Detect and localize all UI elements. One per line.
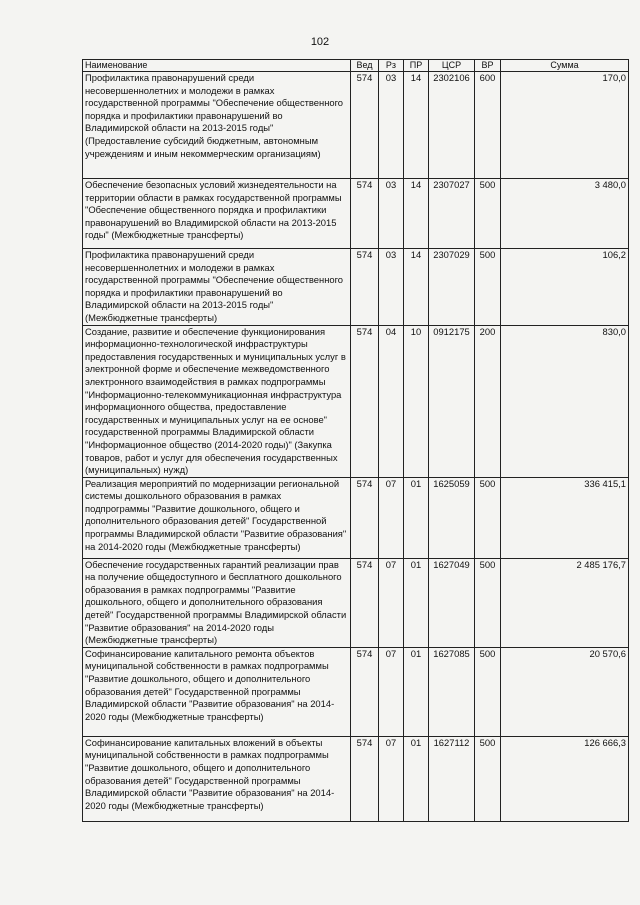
row-csr: 2307029	[429, 249, 475, 326]
row-sum: 170,0	[501, 72, 629, 179]
row-rz: 07	[379, 647, 404, 736]
table-row	[83, 72, 629, 179]
row-rz: 07	[379, 477, 404, 558]
table-row	[83, 558, 629, 647]
row-name: Софинансирование капитального ремонта объектов муниципальной собственности в рамках подпрограммы "Развитие дошкольного, общего и дополнительного образования детей" Государственной программы Владимирской области "Развитие образования" на 2014-2020 годы (Межбюджетные трансферты)	[83, 647, 351, 736]
row-ved: 574	[351, 647, 379, 736]
row-vr: 500	[475, 647, 501, 736]
row-pr: 01	[404, 736, 429, 821]
row-name: Создание, развитие и обеспечение функционирования информационно-технологической инфраструктуры предоставления государственных и муниципальных услуг в электронной форме и обеспечение межведомственного электронного взаимодействия в рамках подпрограммы "Информационно-телекоммуникационная инфраструктура информационного общества, предоставление государственных и муниципальных услуг на ее основе" государственной программы Владимирской области "Информационное общество (2014-2020 годы)" (Закупка товаров, работ и услуг для обеспечения государственных (муниципальных) нужд)	[83, 325, 351, 477]
row-pr: 01	[404, 647, 429, 736]
row-vr: 500	[475, 558, 501, 647]
row-rz: 03	[379, 249, 404, 326]
header-name: Наименование	[83, 60, 351, 72]
table-row	[83, 179, 629, 249]
header-rz: Рз	[379, 60, 404, 72]
row-vr: 500	[475, 179, 501, 249]
row-rz: 03	[379, 179, 404, 249]
row-pr: 14	[404, 249, 429, 326]
row-name: Реализация мероприятий по модернизации региональной системы дошкольного образования в рамках подпрограммы "Развитие дошкольного, общего и дополнительного образования детей" Государственной программы Владимирской области "Развитие образования" на 2014-2020 годы (Межбюджетные трансферты)	[83, 477, 351, 558]
header-vr: ВР	[475, 60, 501, 72]
header-pr: ПР	[404, 60, 429, 72]
row-sum: 106,2	[501, 249, 629, 326]
row-ved: 574	[351, 477, 379, 558]
row-rz: 04	[379, 325, 404, 477]
header-csr: ЦСР	[429, 60, 475, 72]
row-ved: 574	[351, 249, 379, 326]
row-ved: 574	[351, 736, 379, 821]
row-csr: 1625059	[429, 477, 475, 558]
row-csr: 1627049	[429, 558, 475, 647]
table-row	[83, 477, 629, 558]
page-number: 102	[310, 36, 330, 48]
row-vr: 500	[475, 736, 501, 821]
row-sum: 336 415,1	[501, 477, 629, 558]
row-csr: 1627112	[429, 736, 475, 821]
row-sum: 3 480,0	[501, 179, 629, 249]
row-rz: 07	[379, 558, 404, 647]
row-rz: 03	[379, 72, 404, 179]
row-csr: 2302106	[429, 72, 475, 179]
row-vr: 600	[475, 72, 501, 179]
row-name: Обеспечение государственных гарантий реализации прав на получение общедоступного и бесплатного дошкольного образования в рамках подпрограммы "Развитие дошкольного, общего и дополнительного образования детей" Государственной программы Владимирской области "Развитие образования" на 2014-2020 годы (Межбюджетные трансферты)	[83, 558, 351, 647]
row-csr: 2307027	[429, 179, 475, 249]
row-vr: 500	[475, 249, 501, 326]
budget-table	[82, 59, 629, 822]
row-csr: 0912175	[429, 325, 475, 477]
row-vr: 500	[475, 477, 501, 558]
row-name: Обеспечение безопасных условий жизнедеятельности на территории области в рамках государственной программы "Обеспечение общественного порядка и профилактики правонарушений во Владимирской области на 2013-2015 годы" (Межбюджетные трансферты)	[83, 179, 351, 249]
table-row	[83, 325, 629, 477]
row-sum: 2 485 176,7	[501, 558, 629, 647]
row-ved: 574	[351, 72, 379, 179]
table-row	[83, 736, 629, 821]
row-sum: 830,0	[501, 325, 629, 477]
table-row	[83, 249, 629, 326]
row-ved: 574	[351, 179, 379, 249]
row-ved: 574	[351, 325, 379, 477]
row-pr: 01	[404, 477, 429, 558]
table-row	[83, 647, 629, 736]
row-sum: 126 666,3	[501, 736, 629, 821]
row-ved: 574	[351, 558, 379, 647]
row-csr: 1627085	[429, 647, 475, 736]
row-pr: 01	[404, 558, 429, 647]
table-header	[83, 60, 629, 72]
row-pr: 10	[404, 325, 429, 477]
row-pr: 14	[404, 179, 429, 249]
row-vr: 200	[475, 325, 501, 477]
row-name: Профилактика правонарушений среди несовершеннолетних и молодежи в рамках государственной программы "Обеспечение общественного порядка и профилактики правонарушений во Владимирской области на 2013-2015 годы" (Межбюджетные трансферты)	[83, 249, 351, 326]
row-pr: 14	[404, 72, 429, 179]
row-name: Профилактика правонарушений среди несовершеннолетних и молодежи в рамках государственной программы "Обеспечение общественного порядка и профилактики правонарушений во Владимирской области на 2013-2015 годы" (Предоставление субсидий бюджетным, автономным учреждениям и иным некоммерческим организациям)	[83, 72, 351, 179]
row-rz: 07	[379, 736, 404, 821]
row-sum: 20 570,6	[501, 647, 629, 736]
header-ved: Вед	[351, 60, 379, 72]
header-sum: Сумма	[501, 60, 629, 72]
row-name: Софинансирование капитальных вложений в объекты муниципальной собственности в рамках подпрограммы "Развитие дошкольного, общего и дополнительного образования детей" Государственной программы Владимирской области "Развитие образования" на 2014-2020 годы (Межбюджетные трансферты)	[83, 736, 351, 821]
